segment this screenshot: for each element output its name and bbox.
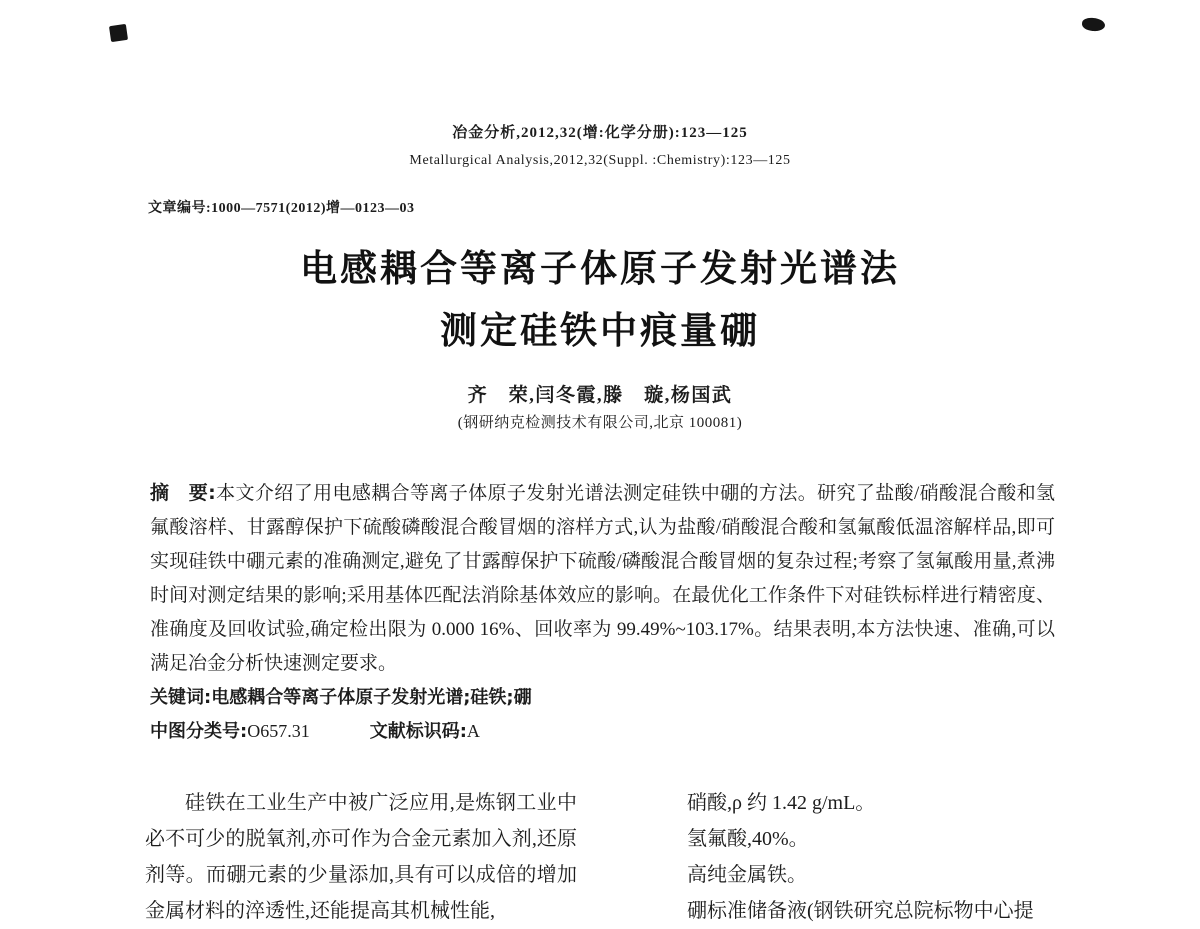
journal-citation-cn: 冶金分析,2012,32(增:化学分册):123—125: [452, 125, 748, 141]
abstract-paragraph: [150, 476, 1055, 681]
body-right-column: [647, 785, 1090, 929]
journal-header: [0, 120, 1200, 174]
body-left-column: [145, 785, 577, 929]
article-title: [0, 238, 1200, 362]
clc-label: 中图分类号:: [150, 721, 248, 742]
doc-code-value: A: [466, 721, 480, 741]
journal-citation-en: Metallurgical Analysis,2012,32(Suppl. :Chemistry):123—125: [409, 153, 791, 168]
keywords-line: [150, 681, 1055, 715]
abstract-section: [150, 476, 1055, 748]
keywords-value: 电感耦合等离子体原子发射光谱;硅铁;硼: [211, 687, 532, 708]
abstract-body-text: 本文介绍了用电感耦合等离子体原子发射光谱法测定硅铁中硼的方法。研究了盐酸/硝酸混合酸和氢氟酸溶样、甘露醇保护下硫酸磷酸混合酸冒烟的溶样方式,认为盐酸/硝酸混合酸和氢氟酸低温溶解样品,即可实现硅铁中硼元素的准确测定,避免了甘露醇保护下硫酸/磷酸混合酸冒烟的复杂过程;考察了氢氟酸用量,煮沸时间对测定结果的影响;采用基体匹配法消除基体效应的影响。在最优化工作条件下对硅铁标样进行精密度、准确度及回收试验,确定检出限为 0.000 16%、回收率为 99.49%~103.17%。结果表明,本方法快速、准确,可以满足冶金分析快速测定要求。: [150, 483, 1055, 674]
affiliation-line: (钢研纳克检测技术有限公司,北京 100081): [457, 415, 743, 431]
article-title-line1: 电感耦合等离子体原子发射光谱法: [300, 247, 900, 290]
clc-value: O657.31: [247, 721, 310, 741]
reagent-line-nitric-acid: 硝酸,ρ 约 1.42 g/mL。: [687, 792, 876, 814]
article-number: 文章编号:1000—7571(2012)增—0123—03: [148, 201, 415, 216]
abstract-label: 摘 要:: [150, 482, 216, 504]
doc-code-label: 文献标识码:: [369, 721, 467, 742]
body-text-columns: [145, 785, 1090, 929]
authors-line: 齐 荣,闫冬霞,滕 璇,杨国武: [467, 385, 733, 406]
reagent-line-pure-iron: 高纯金属铁。: [687, 864, 807, 886]
keywords-label: 关键词:: [150, 687, 212, 708]
scan-artifact-top-right: [1082, 17, 1106, 32]
classification-line: [150, 715, 1055, 748]
body-paragraph-intro: 硅铁在工业生产中被广泛应用,是炼钢工业中必不可少的脱氧剂,亦可作为合金元素加入剂,还原剂等。而硼元素的少量添加,具有可以成倍的增加金属材料的淬透性,还能提高其机械性能,: [145, 792, 577, 922]
reagent-line-hf-acid: 氢氟酸,40%。: [687, 828, 809, 850]
article-title-line2: 测定硅铁中痕量硼: [440, 309, 760, 352]
reagent-line-boron-standard: 硼标准储备液(钢铁研究总院标物中心提: [687, 900, 1034, 922]
scan-artifact-top-left: [109, 24, 128, 42]
